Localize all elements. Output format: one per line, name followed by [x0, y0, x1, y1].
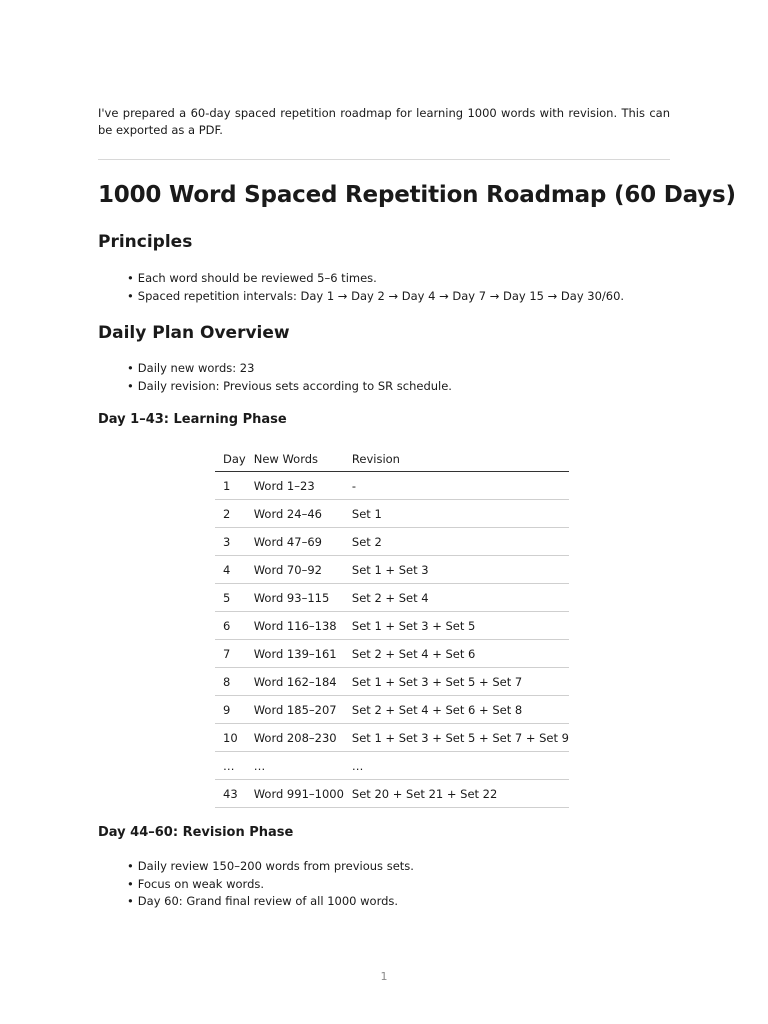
- table-cell: -: [344, 472, 569, 500]
- table-cell: 1: [215, 472, 246, 500]
- list-item: • Each word should be reviewed 5–6 times.: [127, 270, 624, 288]
- table-cell: …: [215, 752, 246, 780]
- table-cell: Set 1 + Set 3 + Set 5: [344, 612, 569, 640]
- table-cell: Set 1 + Set 3: [344, 556, 569, 584]
- column-header-revision: Revision: [344, 446, 569, 472]
- table-cell: 4: [215, 556, 246, 584]
- table-cell: …: [246, 752, 344, 780]
- table-cell: Word 1–23: [246, 472, 344, 500]
- table-cell: 6: [215, 612, 246, 640]
- table-cell: Set 2 + Set 4: [344, 584, 569, 612]
- column-header-day: Day: [215, 446, 246, 472]
- table-cell: Set 1: [344, 500, 569, 528]
- list-item: • Spaced repetition intervals: Day 1 → Day 2 → Day 4 → Day 7 → Day 15 → Day 30/60.: [127, 288, 624, 306]
- table-cell: 5: [215, 584, 246, 612]
- table-cell: Word 208–230: [246, 724, 344, 752]
- table-cell: 8: [215, 668, 246, 696]
- table-cell: Word 162–184: [246, 668, 344, 696]
- table-cell: 43: [215, 780, 246, 808]
- list-item: • Daily revision: Previous sets according to SR schedule.: [127, 378, 452, 396]
- table-cell: 3: [215, 528, 246, 556]
- table-cell: Set 1 + Set 3 + Set 5 + Set 7: [344, 668, 569, 696]
- table-cell: Set 2 + Set 4 + Set 6 + Set 8: [344, 696, 569, 724]
- table-row: [215, 556, 569, 584]
- table-cell: Set 2: [344, 528, 569, 556]
- table-cell: Word 24–46: [246, 500, 344, 528]
- table-header-row: [215, 446, 569, 472]
- table-row: [215, 612, 569, 640]
- list-item: • Daily new words: 23: [127, 360, 452, 378]
- table-cell: Word 116–138: [246, 612, 344, 640]
- list-item: • Focus on weak words.: [127, 876, 414, 894]
- table-row: [215, 752, 569, 780]
- table-row: [215, 724, 569, 752]
- table-cell: 9: [215, 696, 246, 724]
- table-cell: 10: [215, 724, 246, 752]
- list-item: • Day 60: Grand final review of all 1000 words.: [127, 893, 414, 911]
- table-row: [215, 780, 569, 808]
- page-number: 1: [380, 970, 388, 983]
- table-cell: Word 185–207: [246, 696, 344, 724]
- table-row: [215, 584, 569, 612]
- horizontal-divider: [98, 159, 670, 160]
- learning-phase-table: [215, 446, 569, 808]
- learning-phase-heading: Day 1–43: Learning Phase: [98, 412, 287, 427]
- table-row: [215, 500, 569, 528]
- table-row: [215, 668, 569, 696]
- table-cell: Word 139–161: [246, 640, 344, 668]
- table-row: [215, 528, 569, 556]
- table-cell: Word 93–115: [246, 584, 344, 612]
- list-item: • Daily review 150–200 words from previous sets.: [127, 858, 414, 876]
- daily-plan-heading: Daily Plan Overview: [98, 323, 290, 343]
- table-row: [215, 696, 569, 724]
- table-cell: Set 1 + Set 3 + Set 5 + Set 7 + Set 9: [344, 724, 569, 752]
- table-cell: Word 47–69: [246, 528, 344, 556]
- table-row: [215, 472, 569, 500]
- column-header-new-words: New Words: [246, 446, 344, 472]
- principles-list: [127, 270, 624, 305]
- table-cell: Set 2 + Set 4 + Set 6: [344, 640, 569, 668]
- revision-phase-list: [127, 858, 414, 911]
- daily-plan-list: [127, 360, 452, 395]
- revision-phase-heading: Day 44–60: Revision Phase: [98, 825, 294, 840]
- table-cell: …: [344, 752, 569, 780]
- document-title: 1000 Word Spaced Repetition Roadmap (60 Days): [98, 182, 736, 208]
- table-cell: Word 70–92: [246, 556, 344, 584]
- table-cell: 7: [215, 640, 246, 668]
- table-cell: Set 20 + Set 21 + Set 22: [344, 780, 569, 808]
- table-cell: Word 991–1000: [246, 780, 344, 808]
- table-cell: 2: [215, 500, 246, 528]
- intro-paragraph: I've prepared a 60-day spaced repetition roadmap for learning 1000 words with revision. This can be exported as a PDF.: [98, 106, 670, 137]
- table-row: [215, 640, 569, 668]
- principles-heading: Principles: [98, 232, 193, 252]
